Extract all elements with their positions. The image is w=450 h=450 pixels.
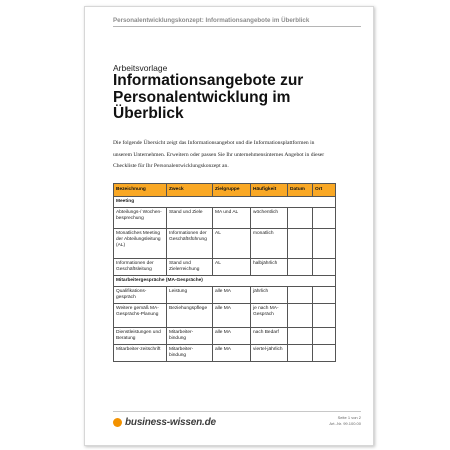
table-cell	[313, 208, 336, 229]
table-cell: Abteilungs-/ Wochen-besprechung	[114, 208, 167, 229]
page-number: Seite 1 von 2	[337, 415, 361, 420]
table-cell: monatlich	[251, 229, 288, 259]
table-header-row	[114, 184, 336, 197]
table-cell	[313, 287, 336, 304]
table-row	[114, 259, 336, 276]
table-cell: je nach MA-Gespräch	[251, 304, 288, 328]
table-cell	[288, 229, 313, 259]
table-cell: Stand und Ziele	[167, 208, 213, 229]
article-number: Art.-Nr. 99.100.00	[329, 420, 361, 426]
table-cell: halbjährlich	[251, 259, 288, 276]
table-cell: Weitere gemäß MA-Gesprächs-Planung	[114, 304, 167, 328]
table-cell: viertel-jährlich	[251, 345, 288, 362]
footer-divider	[113, 411, 361, 412]
column-header: Bezeichnung	[114, 184, 167, 197]
table-cell: Informationen der Geschäftsleitung	[114, 259, 167, 276]
section-row	[114, 197, 336, 208]
table-cell: Mitarbeiter-bindung	[167, 345, 213, 362]
table-row	[114, 208, 336, 229]
table-row	[114, 304, 336, 328]
table-cell: AL	[213, 229, 251, 259]
table-cell	[288, 345, 313, 362]
table-cell: Mitarbeiter-bindung	[167, 328, 213, 345]
logo-text: business-wissen.de	[125, 416, 216, 428]
table-cell: alle MA	[213, 287, 251, 304]
table-cell	[288, 287, 313, 304]
table-cell	[313, 328, 336, 345]
column-header: Datum	[288, 184, 313, 197]
table-cell: Beziehungspflege	[167, 304, 213, 328]
table-cell: jährlich	[251, 287, 288, 304]
column-header: Zielgruppe	[213, 184, 251, 197]
table-cell	[313, 229, 336, 259]
document-title: Informationsangebote zur Personalentwicklung im Überblick	[113, 72, 304, 123]
table-cell	[313, 259, 336, 276]
document-subtitle: Arbeitsvorlage	[113, 63, 168, 73]
section-row	[114, 276, 336, 287]
table-cell	[288, 328, 313, 345]
table-cell: nach Bedarf	[251, 328, 288, 345]
table-cell: Dienstleistungen und Beratung	[114, 328, 167, 345]
table-cell: Monatliches Meeting der Abteilungsleitung (AL)	[114, 229, 167, 259]
table-cell: alle MA	[213, 304, 251, 328]
overview-table	[113, 183, 336, 362]
table-row	[114, 345, 336, 362]
table-row	[114, 287, 336, 304]
column-header: Häufigkeit	[251, 184, 288, 197]
page-info	[329, 415, 361, 426]
table-cell: Stand und Zielerreichung	[167, 259, 213, 276]
table-cell: AL	[213, 259, 251, 276]
logo-dot-icon	[113, 418, 122, 427]
header-divider	[113, 26, 361, 27]
document-page	[84, 6, 374, 446]
table-cell: Informationen der Geschäftsführung	[167, 229, 213, 259]
section-title: Meeting	[114, 197, 336, 208]
intro-paragraph: Die folgende Übersicht zeigt das Informationsangebot und die Informationsplattformen in unserem Unternehmen. Erweitern oder passen Sie Ihr unternehmensinternes Angebot in dieser Checkliste für Ihr Personalentwicklungskonzept an.	[113, 140, 325, 170]
table-row	[114, 229, 336, 259]
table-cell	[313, 304, 336, 328]
section-title: Mitarbeitergespräche (MA-Gespräche)	[114, 276, 336, 287]
table-cell	[288, 304, 313, 328]
table-cell: MA und AL	[213, 208, 251, 229]
table-cell: alle MA	[213, 328, 251, 345]
column-header: Zweck	[167, 184, 213, 197]
table-cell: wöchentlich	[251, 208, 288, 229]
table-cell	[313, 345, 336, 362]
column-header: Ort	[313, 184, 336, 197]
table-cell: Leistung	[167, 287, 213, 304]
table-cell	[288, 259, 313, 276]
table-cell: alle MA	[213, 345, 251, 362]
running-header: Personalentwicklungskonzept: Informationsangebote im Überblick	[113, 17, 310, 24]
table-cell: Qualifikations-gespräch	[114, 287, 167, 304]
table-row	[114, 328, 336, 345]
table-cell	[288, 208, 313, 229]
table-cell: Mitarbeiter-zeitschrift	[114, 345, 167, 362]
brand-logo	[113, 416, 216, 428]
